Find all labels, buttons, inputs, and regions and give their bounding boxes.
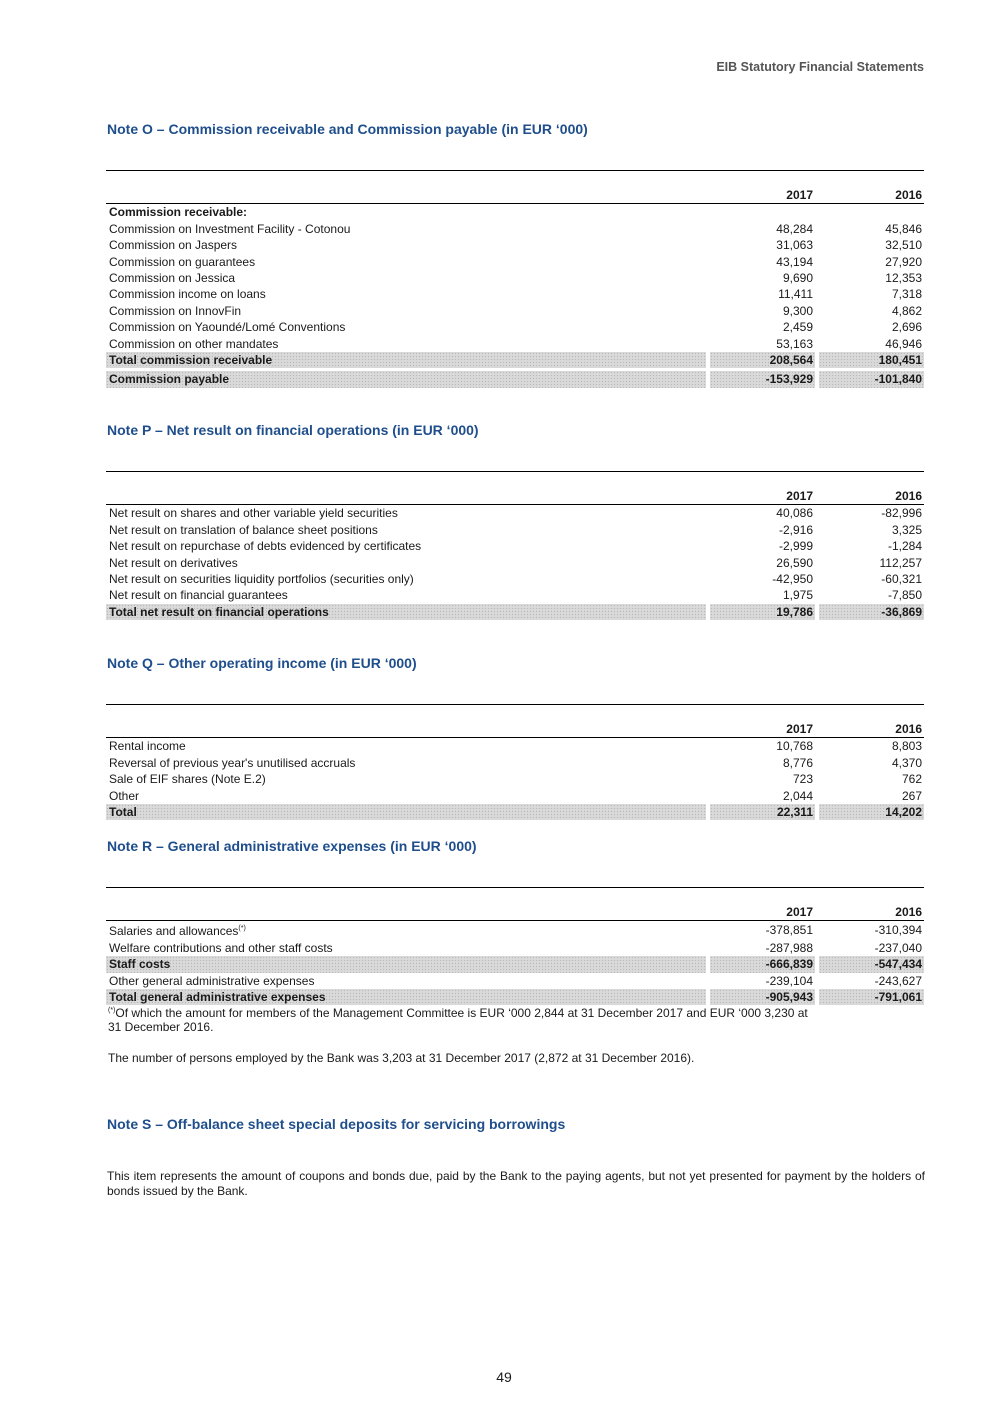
year-2016-header: 2016 (819, 721, 924, 738)
header-label-cell (106, 187, 706, 204)
value-2017: 53,163 (776, 336, 813, 351)
rule-cell (710, 705, 815, 722)
note-q-title: Note Q – Other operating income (in EUR ‘000) (107, 655, 417, 671)
note-r-title: Note R – General administrative expenses (in EUR ‘000) (107, 838, 477, 854)
value-2017: 1,975 (782, 588, 813, 603)
footnote-mark: (*) (108, 1007, 116, 1014)
table-row (106, 303, 924, 319)
table-row (106, 221, 924, 237)
rule-cell (710, 888, 815, 905)
table-top-rule (106, 171, 924, 188)
row-label: Commission on Yaoundé/Lomé Conventions (109, 320, 346, 335)
table-row (106, 738, 924, 755)
row-label: Welfare contributions and other staff costs (109, 940, 333, 955)
row-label: Total (106, 804, 706, 820)
value-2017: 48,284 (776, 221, 813, 236)
rule-cell (106, 705, 706, 722)
value-2017: 43,194 (776, 254, 813, 269)
value-2016: 4,370 (891, 755, 922, 770)
table-top-rule (106, 705, 924, 722)
year-2016-header: 2016 (819, 187, 924, 204)
subheading-label: Commission receivable: (109, 205, 248, 220)
table-row (106, 921, 924, 940)
note-r-footnote (108, 1004, 808, 1034)
value-2016: 32,510 (885, 238, 922, 253)
row-label: Sale of EIF shares (Note E.2) (109, 772, 266, 787)
footnote-text: Of which the amount for members of the Management Committee is EUR ‘000 2,844 at 31 December 2017 and EUR ‘000 3,230 at (115, 1006, 808, 1020)
value-2017: 208,564 (710, 352, 815, 368)
note-q-table (106, 704, 924, 820)
row-label: Other (109, 788, 140, 803)
value-2017: 26,590 (776, 555, 813, 570)
year-2016-header: 2016 (819, 488, 924, 505)
value-2016: -82,996 (881, 506, 922, 521)
value-2017: 22,311 (710, 804, 815, 820)
value-2016: -791,061 (819, 989, 924, 1005)
note-o-title: Note O – Commission receivable and Commission payable (in EUR ‘000) (107, 121, 588, 137)
staff-costs-row (106, 956, 924, 972)
note-p-title: Note P – Net result on financial operations (in EUR ‘000) (107, 422, 479, 438)
value-2016: 267 (901, 788, 922, 803)
year-2017-header: 2017 (710, 187, 815, 204)
value-2016: 46,946 (885, 336, 922, 351)
table-row (106, 505, 924, 522)
table-row (106, 254, 924, 270)
value-2016: -60,321 (881, 572, 922, 587)
value-2016: -7,850 (887, 588, 922, 603)
value-2016: 180,451 (819, 352, 924, 368)
year-2017-header: 2017 (710, 721, 815, 738)
value-2017: -2,916 (778, 522, 813, 537)
rule-cell (819, 171, 924, 188)
table-row (106, 286, 924, 302)
row-label: Commission on guarantees (109, 254, 256, 269)
value-2016: 14,202 (819, 804, 924, 820)
row-label: Reversal of previous year's unutilised accruals (109, 755, 356, 770)
row-label: Commission income on loans (109, 287, 266, 302)
value-2017: -42,950 (772, 572, 813, 587)
year-2016-header: 2016 (819, 904, 924, 921)
header-label-cell (106, 904, 706, 921)
note-p-table (106, 471, 924, 620)
table-row (106, 973, 924, 989)
value-2016: -36,869 (819, 604, 924, 620)
value-2017: 2,459 (782, 320, 813, 335)
total-row (106, 989, 924, 1005)
note-r-table (106, 887, 924, 1005)
table-row (106, 522, 924, 538)
row-label: Total general administrative expenses (106, 989, 706, 1005)
value-2017: 723 (792, 772, 813, 787)
table-row (106, 237, 924, 253)
row-label: Net result on shares and other variable yield securities (109, 506, 398, 521)
value-2016: -310,394 (874, 923, 922, 938)
row-label (106, 921, 706, 940)
row-label: Commission on Investment Facility - Cotonou (109, 221, 351, 236)
value-2016: -1,284 (887, 539, 922, 554)
note-o-table (106, 170, 924, 388)
footnote-text-line2: 31 December 2016. (108, 1020, 214, 1034)
value-2016: 112,257 (879, 555, 922, 570)
table-row (106, 538, 924, 554)
rule-cell (819, 705, 924, 722)
table-row (106, 571, 924, 587)
row-label: Net result on financial guarantees (109, 588, 288, 603)
row-label: Rental income (109, 739, 186, 754)
year-header-row (106, 904, 924, 921)
rule-cell (819, 472, 924, 489)
header-label-cell (106, 488, 706, 505)
row-label-text: Salaries and allowances (109, 924, 239, 939)
table-row (106, 771, 924, 787)
total-row (106, 804, 924, 820)
year-header-row (106, 187, 924, 204)
row-label: Total net result on financial operations (106, 604, 706, 620)
table-row (106, 270, 924, 286)
footnote-reference: (*) (238, 925, 246, 933)
commission-payable-row (106, 371, 924, 387)
row-label: Net result on translation of balance sheet positions (109, 522, 378, 537)
year-header-row (106, 721, 924, 738)
year-2017-header: 2017 (710, 904, 815, 921)
row-label: Commission on InnovFin (109, 303, 242, 318)
value-2016: 762 (901, 772, 922, 787)
value-2016: 8,803 (891, 739, 922, 754)
rule-cell (106, 472, 706, 489)
value-2017: 9,690 (782, 271, 813, 286)
value-2017: 9,300 (782, 303, 813, 318)
value-2016: 3,325 (891, 522, 922, 537)
row-label: Commission on other mandates (109, 336, 279, 351)
table-top-rule (106, 888, 924, 905)
total-row (106, 352, 924, 368)
table-row (106, 755, 924, 771)
value-2016: -101,840 (819, 371, 924, 387)
row-label: Commission on Jessica (109, 271, 236, 286)
value-2016: 45,846 (885, 221, 922, 236)
row-label: Commission on Jaspers (109, 238, 238, 253)
rule-cell (710, 472, 815, 489)
table-row (106, 788, 924, 804)
value-2017: 10,768 (776, 739, 813, 754)
subheading-row (106, 204, 924, 221)
value-2016: -243,627 (874, 973, 922, 988)
value-2016: 2,696 (891, 320, 922, 335)
value-2016: 4,862 (891, 303, 922, 318)
value-2017: -2,999 (778, 539, 813, 554)
value-2016: -237,040 (874, 940, 922, 955)
value-2017: 31,063 (776, 238, 813, 253)
table-row (106, 336, 924, 352)
row-label: Staff costs (106, 956, 706, 972)
value-2017: -905,943 (710, 989, 815, 1005)
rule-cell (819, 888, 924, 905)
page-header: EIB Statutory Financial Statements (716, 60, 924, 74)
row-label: Other general administrative expenses (109, 973, 315, 988)
table-row (106, 940, 924, 956)
header-label-cell (106, 721, 706, 738)
value-2017: 2,044 (782, 788, 813, 803)
year-header-row (106, 488, 924, 505)
value-2017: -666,839 (710, 956, 815, 972)
value-2017: -378,851 (765, 923, 813, 938)
row-label: Net result on securities liquidity portfolios (securities only) (109, 572, 414, 587)
year-2017-header: 2017 (710, 488, 815, 505)
table-row (106, 587, 924, 603)
row-label: Net result on derivatives (109, 555, 238, 570)
table-row (106, 555, 924, 571)
value-2017: -153,929 (710, 371, 815, 387)
value-2016: 27,920 (885, 254, 922, 269)
value-2016: 7,318 (891, 287, 922, 302)
rule-cell (106, 171, 706, 188)
note-s-title: Note S – Off-balance sheet special deposits for servicing borrowings (107, 1116, 566, 1132)
row-label: Net result on repurchase of debts evidenced by certificates (109, 539, 422, 554)
note-s-text: This item represents the amount of coupons and bonds due, paid by the Bank to the paying agents, but not yet presented for payment by the holders of bonds issued by the Bank. (107, 1169, 925, 1198)
rule-cell (710, 171, 815, 188)
value-2017: 8,776 (782, 755, 813, 770)
value-2017: 11,411 (778, 287, 813, 302)
total-row (106, 604, 924, 620)
page-number: 49 (496, 1369, 512, 1385)
row-label: Commission payable (106, 371, 706, 387)
table-top-rule (106, 472, 924, 489)
table-row (106, 319, 924, 335)
value-2017: 19,786 (710, 604, 815, 620)
persons-employed-text: The number of persons employed by the Bank was 3,203 at 31 December 2017 (2,872 at 31 December 2016). (108, 1051, 695, 1065)
value-2017: 40,086 (776, 506, 813, 521)
rule-cell (106, 888, 706, 905)
value-2016: 12,353 (885, 271, 922, 286)
value-2017: -239,104 (765, 973, 813, 988)
value-2016: -547,434 (819, 956, 924, 972)
row-label: Total commission receivable (106, 352, 706, 368)
value-2017: -287,988 (765, 940, 813, 955)
